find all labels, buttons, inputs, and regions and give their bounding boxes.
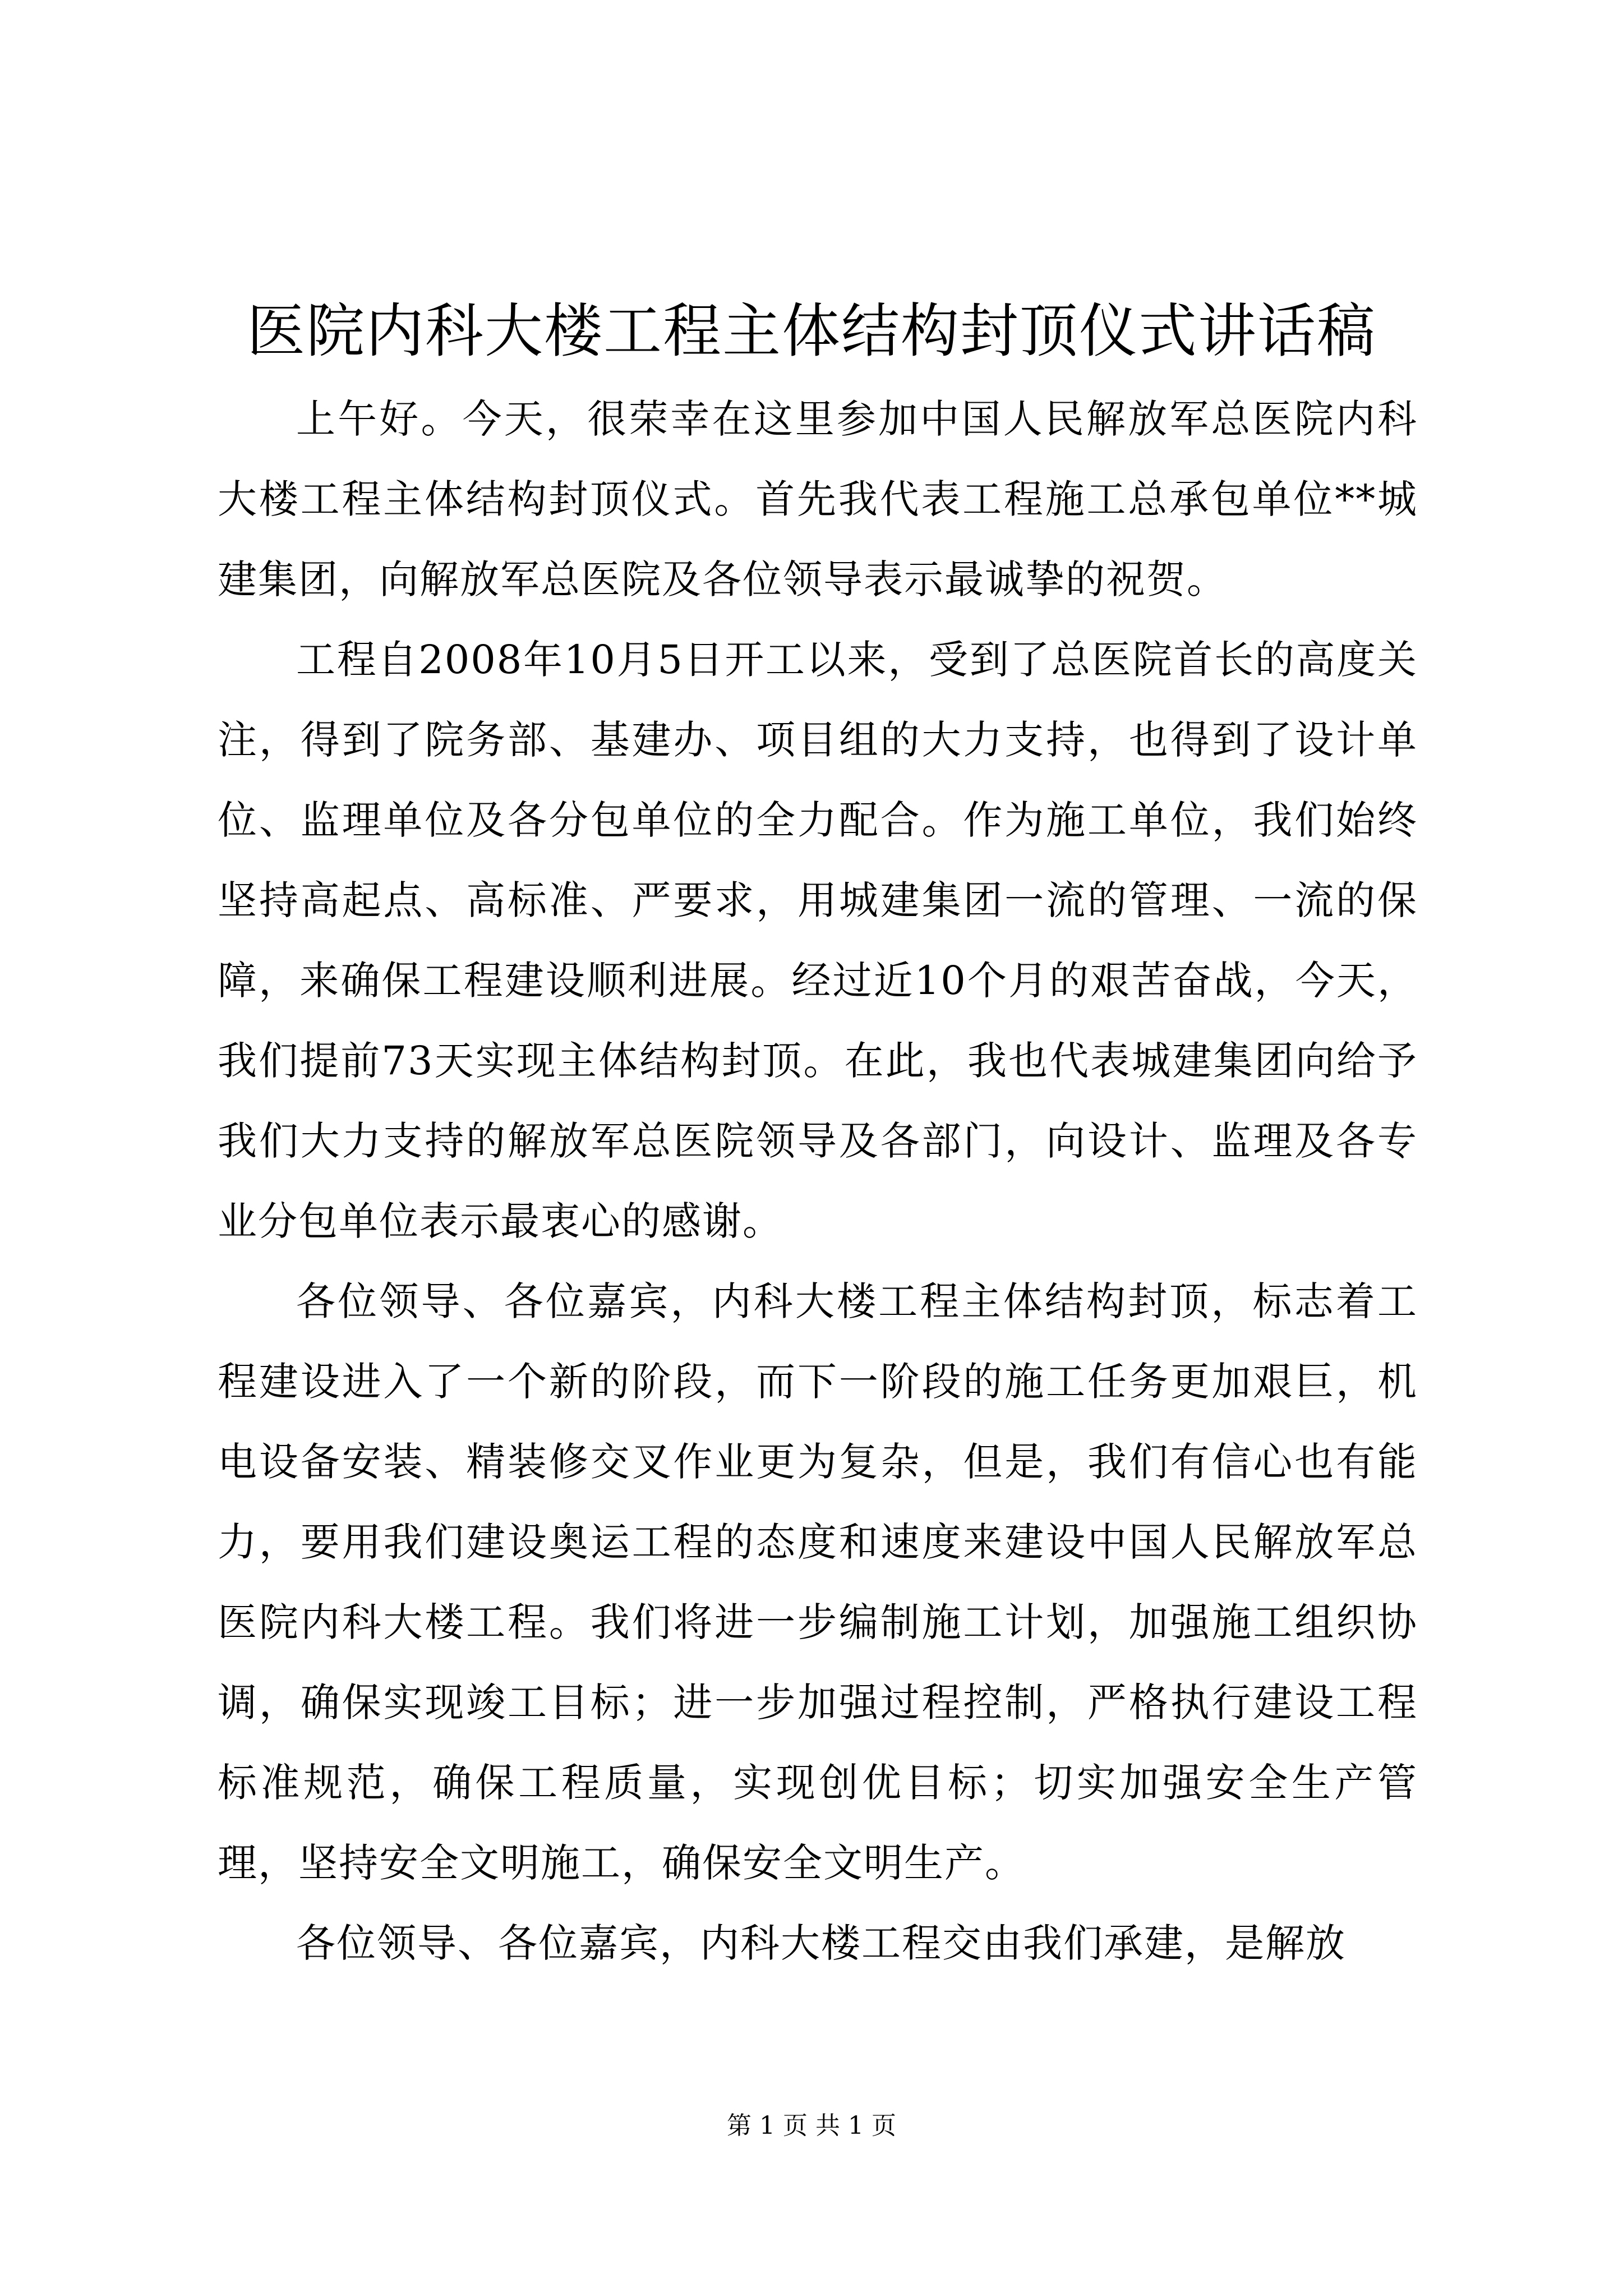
document-body <box>218 379 1418 1984</box>
paragraph-1: 上午好。今天，很荣幸在这里参加中国人民解放军总医院内科大楼工程主体结构封顶仪式。首先我代表工程施工总承包单位**城建集团，向解放军总医院及各位领导表示最诚挚的祝贺。 <box>218 396 1418 602</box>
paragraph-2: 工程自2008年10月5日开工以来，受到了总医院首长的高度关注，得到了院务部、基建办、项目组的大力支持，也得到了设计单位、监理单位及各分包单位的全力配合。作为施工单位，我们始终坚持高起点、高标准、严要求，用城建集团一流的管理、一流的保障，来确保工程建设顺利进展。经过近10个月的艰苦奋战，今天，我们提前73天实现主体结构封顶。在此，我也代表城建集团向给予我们大力支持的解放军总医院领导及各部门，向设计、监理及各专业分包单位表示最衷心的感谢。 <box>218 637 1418 1244</box>
paragraph-3: 各位领导、各位嘉宾，内科大楼工程主体结构封顶，标志着工程建设进入了一个新的阶段，而下一阶段的施工任务更加艰巨，机电设备安装、精装修交叉作业更为复杂，但是，我们有信心也有能力，要用我们建设奥运工程的态度和速度来建设中国人民解放军总医院内科大楼工程。我们将进一步编制施工计划，加强施工组织协调，确保实现竣工目标；进一步加强过程控制，严格执行建设工程标准规范，确保工程质量，实现创优目标；切实加强安全生产管理，坚持安全文明施工，确保安全文明生产。 <box>218 1278 1418 1886</box>
document-title: 医院内科大楼工程主体结构封顶仪式讲话稿 <box>246 297 1376 365</box>
paragraph-4: 各位领导、各位嘉宾，内科大楼工程交由我们承建，是解放 <box>296 1920 1346 1966</box>
page-footer: 第 1 页 共 1 页 <box>727 2111 896 2140</box>
